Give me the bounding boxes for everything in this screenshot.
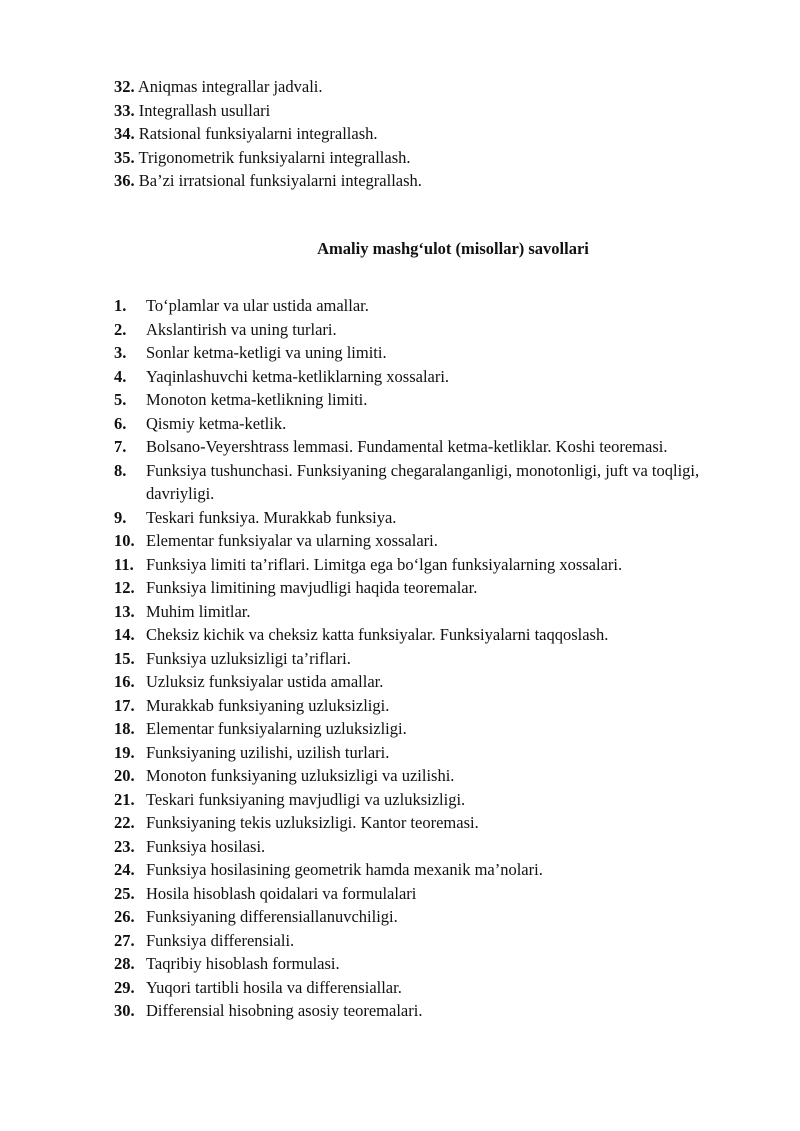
item-text: Funksiya limiti ta’riflari. Limitga ega bo‘lgan funksiyalarning xossalari.	[146, 554, 623, 574]
item-text: Muhim limitlar.	[146, 601, 251, 621]
item-text: Elementar funksiyalarning uzluksizligi.	[146, 719, 407, 738]
item-number: 17.	[114, 695, 135, 715]
item-text: Funksiya differensiali.	[146, 930, 295, 950]
lecture-topics-list	[114, 75, 422, 193]
item-number: 28.	[114, 954, 135, 973]
item-number: 3.	[114, 343, 127, 362]
list-item	[114, 506, 734, 530]
item-number: 16.	[114, 672, 135, 691]
item-text: Monoton ketma-ketlikning limiti.	[146, 390, 368, 409]
item-number: 33.	[114, 100, 135, 120]
item-text: Ratsional funksiyalarni integrallash.	[138, 124, 378, 143]
item-text: Monoton funksiyaning uzluksizligi va uzilishi.	[146, 766, 455, 785]
list-item	[114, 553, 734, 577]
item-number: 30.	[114, 1001, 135, 1020]
list-item	[114, 647, 734, 671]
list-item	[114, 365, 734, 389]
list-item	[114, 412, 734, 436]
item-text: Funksiya uzluksizligi ta’riflari.	[146, 648, 351, 668]
item-text: To‘plamlar va ular ustida amallar.	[146, 296, 369, 315]
item-text: Funksiya limitining mavjudligi haqida teoremalar.	[146, 578, 478, 597]
item-number: 2.	[114, 319, 127, 339]
item-text: Teskari funksiyaning mavjudligi va uzluksizligi.	[146, 789, 466, 809]
list-item	[114, 670, 734, 694]
item-text: Akslantirish va uning turlari.	[146, 319, 337, 339]
item-number: 8.	[114, 460, 127, 480]
list-item	[114, 576, 734, 600]
item-number: 23.	[114, 836, 135, 856]
list-item	[114, 294, 734, 318]
item-number: 26.	[114, 907, 135, 926]
list-item	[114, 694, 734, 718]
list-item	[114, 788, 734, 812]
item-text: Funksiya hosilasining geometrik hamda mexanik ma’nolari.	[146, 860, 543, 879]
section-title: Amaliy mashg‘ulot (misollar) savollari	[317, 239, 589, 258]
item-number: 27.	[114, 930, 135, 950]
item-text: Uzluksiz funksiyalar ustida amallar.	[146, 672, 384, 691]
item-number: 10.	[114, 531, 135, 550]
item-number: 6.	[114, 413, 127, 433]
item-text: Funksiyaning uzilishi, uzilish turlari.	[146, 742, 390, 762]
item-number: 32.	[114, 77, 135, 96]
item-text: Bolsano-Veyershtrass lemmasi. Fundamental ketma-ketliklar. Koshi teoremasi.	[146, 437, 668, 456]
item-number: 29.	[114, 977, 135, 997]
item-text: Funksiyaning tekis uzluksizligi. Kantor teoremasi.	[146, 813, 479, 832]
item-text: Ba’zi irratsional funksiyalarni integrallash.	[138, 171, 422, 190]
item-text: Sonlar ketma-ketligi va uning limiti.	[146, 343, 387, 362]
item-text: Aniqmas integrallar jadvali.	[137, 77, 323, 96]
item-number: 18.	[114, 719, 135, 738]
list-item	[114, 435, 734, 459]
list-item	[114, 318, 734, 342]
item-number: 4.	[114, 366, 127, 386]
list-item	[114, 122, 422, 146]
list-item	[114, 717, 734, 741]
item-number: 12.	[114, 578, 135, 597]
item-number: 35.	[114, 147, 135, 167]
item-text: Funksiyaning differensiallanuvchiligi.	[146, 907, 398, 926]
item-number: 20.	[114, 766, 135, 785]
item-number: 22.	[114, 813, 135, 832]
item-number: 13.	[114, 601, 135, 621]
list-item	[114, 929, 734, 953]
item-text: Cheksiz kichik va cheksiz katta funksiyalar. Funksiyalarni taqqoslash.	[146, 625, 609, 644]
item-text: Funksiya hosilasi.	[146, 836, 266, 856]
item-number: 19.	[114, 742, 135, 762]
item-text: Yaqinlashuvchi ketma-ketliklarning xossalari.	[146, 366, 450, 386]
list-item	[114, 835, 734, 859]
list-item	[114, 146, 422, 170]
list-item	[114, 952, 734, 976]
list-item	[114, 529, 734, 553]
item-number: 14.	[114, 625, 135, 644]
item-number: 9.	[114, 507, 127, 527]
item-text: Funksiya tushunchasi. Funksiyaning chegaralanganligi, monotonligi, juft va toqligi, davriyligi.	[146, 460, 700, 503]
item-text: Differensial hisobning asosiy teoremalari.	[146, 1001, 423, 1020]
item-text: Hosila hisoblash qoidalari va formulalari	[146, 883, 417, 903]
item-text: Qismiy ketma-ketlik.	[146, 413, 287, 433]
list-item	[114, 169, 422, 193]
list-item	[114, 905, 734, 929]
item-text: Taqribiy hisoblash formulasi.	[146, 954, 340, 973]
item-text: Yuqori tartibli hosila va differensiallar.	[146, 977, 402, 997]
item-number: 1.	[114, 296, 127, 315]
item-number: 36.	[114, 171, 135, 190]
list-item	[114, 741, 734, 765]
item-text: Murakkab funksiyaning uzluksizligi.	[146, 695, 390, 715]
list-item	[114, 976, 734, 1000]
list-item	[114, 99, 422, 123]
item-number: 5.	[114, 390, 127, 409]
list-item	[114, 858, 734, 882]
list-item	[114, 388, 734, 412]
item-number: 21.	[114, 789, 135, 809]
practical-questions-list	[114, 294, 734, 1023]
item-number: 15.	[114, 648, 135, 668]
item-number: 24.	[114, 860, 135, 879]
list-item	[114, 999, 734, 1023]
item-number: 7.	[114, 437, 127, 456]
list-item	[114, 764, 734, 788]
list-item	[114, 75, 422, 99]
item-text: Teskari funksiya. Murakkab funksiya.	[146, 507, 397, 527]
list-item	[114, 882, 734, 906]
list-item	[114, 811, 734, 835]
item-text: Elementar funksiyalar va ularning xossalari.	[146, 531, 438, 550]
item-number: 11.	[114, 554, 134, 574]
item-number: 25.	[114, 883, 135, 903]
item-text: Integrallash usullari	[138, 100, 271, 120]
list-item	[114, 459, 734, 506]
list-item	[114, 623, 734, 647]
list-item	[114, 341, 734, 365]
list-item	[114, 600, 734, 624]
item-number: 34.	[114, 124, 135, 143]
item-text: Trigonometrik funksiyalarni integrallash.	[138, 147, 411, 167]
